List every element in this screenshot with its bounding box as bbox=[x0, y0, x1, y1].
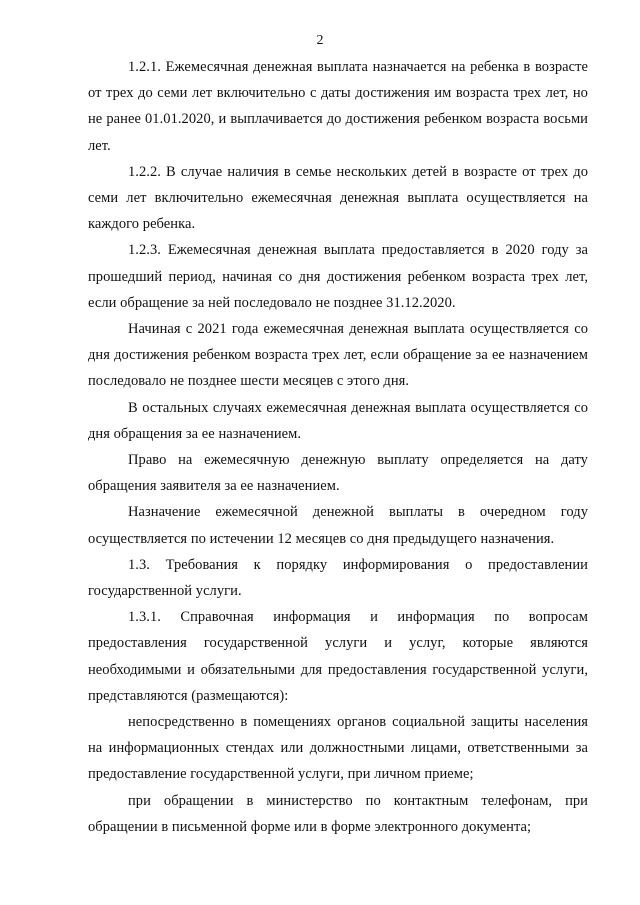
paragraph-right-to-payment: Право на ежемесячную денежную выплату определяется на дату обращения заявителя за ее назначением. bbox=[88, 452, 588, 495]
paragraph-1-2-2: 1.2.2. В случае наличия в семье нескольких детей в возрасте от трех до семи лет включительно ежемесячная денежная выплата осуществляется на каждого ребенка. bbox=[88, 163, 588, 233]
page-number: 2 bbox=[316, 33, 324, 48]
paragraph-1-3-1: 1.3.1. Справочная информация и информация по вопросам предоставления государственной услуги и услуг, которые являются необходимыми и обязательными для предоставления государственной услуги, представляются (размещаются): bbox=[88, 609, 588, 704]
paragraph-1-3: 1.3. Требования к порядку информирования о предоставлении государственной услуги. bbox=[88, 556, 588, 600]
paragraph-next-year-assignment: Назначение ежемесячной денежной выплаты в очередном году осуществляется по истечении 12 месяцев со дня предыдущего назначения. bbox=[88, 504, 588, 547]
paragraph-from-2021: Начиная с 2021 года ежемесячная денежная выплата осуществляется со дня достижения ребенком возраста трех лет, если обращение за ее назначением последовало не позднее шести месяцев с этого дня. bbox=[88, 321, 588, 390]
paragraph-other-cases: В остальных случаях ежемесячная денежная выплата осуществляется со дня обращения за ее назначением. bbox=[88, 399, 588, 442]
paragraph-1-2-1: 1.2.1. Ежемесячная денежная выплата назначается на ребенка в возрасте от трех до семи лет включительно с даты достижения им возраста трех лет, но не ранее 01.01.2020, и выплачивается до достижения ребенком возраста восьми лет. bbox=[88, 59, 588, 154]
paragraph-1-2-3: 1.2.3. Ежемесячная денежная выплата предоставляется в 2020 году за прошедший период, начиная со дня достижения ребенком возраста трех лет, если обращение за ней последовало не позднее 31.12.2020. bbox=[88, 242, 588, 311]
paragraph-by-phone: при обращении в министерство по контактным телефонам, при обращении в письменной форме или в форме электронного документа; bbox=[88, 792, 588, 835]
document-body bbox=[88, 54, 588, 840]
paragraph-in-premises: непосредственно в помещениях органов социальной защиты населения на информационных стендах или должностными лицами, ответственными за предоставление государственной услуги, при личном приеме; bbox=[88, 714, 588, 783]
